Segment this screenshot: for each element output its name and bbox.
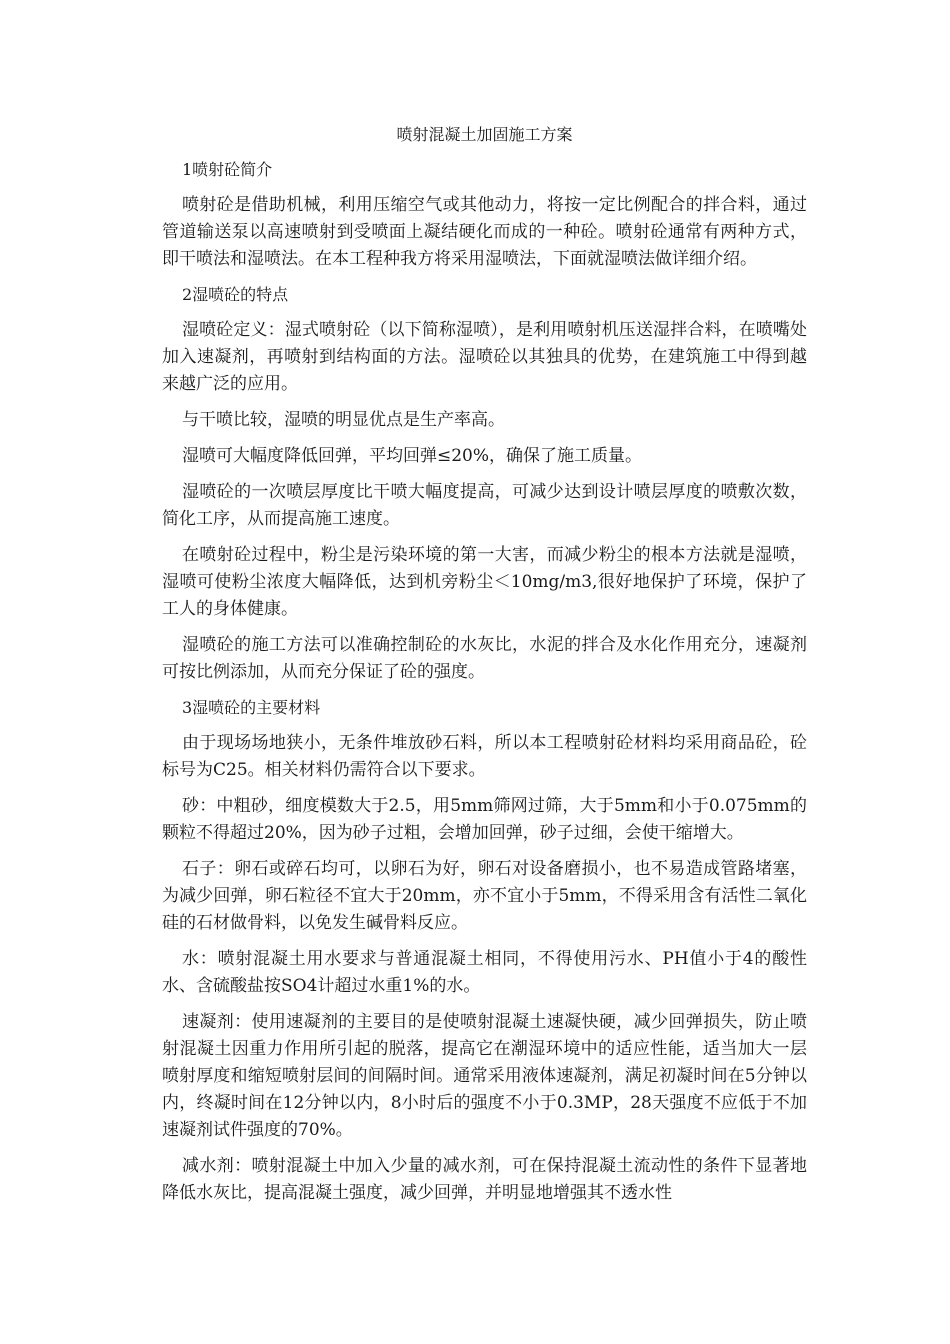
paragraph: 由于现场场地狭小，无条件堆放砂石料，所以本工程喷射砼材料均采用商品砼，砼标号为C25。相关材料仍需符合以下要求。 — [162, 733, 807, 780]
paragraph: 在喷射砼过程中，粉尘是污染环境的第一大害，而减少粉尘的根本方法就是湿喷，湿喷可使粉尘浓度大幅降低，达到机旁粉尘＜10mg/m3,很好地保护了环境，保护了工人的身体健康。 — [162, 545, 807, 619]
paragraph: 砂：中粗砂，细度模数大于2.5，用5mm筛网过筛，大于5mm和小于0.075mm的颗粒不得超过20%，因为砂子过粗，会增加回弹，砂子过细，会使干缩增大。 — [162, 796, 807, 843]
paragraph: 与干喷比较，湿喷的明显优点是生产率高。 — [182, 410, 505, 430]
paragraph: 喷射砼是借助机械，利用压缩空气或其他动力，将按一定比例配合的拌合料，通过管道输送泵以高速喷射到受喷面上凝结硬化而成的一种砼。喷射砼通常有两种方式，即干喷法和湿喷法。在本工程种我方将采用湿喷法，下面就湿喷法做详细介绍。 — [162, 195, 807, 269]
section-heading-3: 3湿喷砼的主要材料 — [182, 698, 321, 717]
section-heading-2: 2湿喷砼的特点 — [182, 285, 289, 304]
document-body — [162, 122, 807, 1216]
paragraph: 湿喷砼的施工方法可以准确控制砼的水灰比，水泥的拌合及水化作用充分，速凝剂可按比例添加，从而充分保证了砼的强度。 — [162, 635, 807, 682]
paragraph: 水：喷射混凝土用水要求与普通混凝土相同，不得使用污水、PH值小于4的酸性水、含硫酸盐按SO4计超过水重1%的水。 — [162, 949, 807, 996]
paragraph: 减水剂：喷射混凝土中加入少量的减水剂，可在保持混凝土流动性的条件下显著地降低水灰比，提高混凝土强度，减少回弹，并明显地增强其不透水性 — [162, 1156, 807, 1203]
section-heading-1: 1喷射砼简介 — [182, 160, 273, 179]
paragraph: 湿喷砼定义：湿式喷射砼（以下简称湿喷），是利用喷射机压送湿拌合料，在喷嘴处加入速凝剂，再喷射到结构面的方法。湿喷砼以其独具的优势，在建筑施工中得到越来越广泛的应用。 — [162, 320, 807, 394]
paragraph: 湿喷可大幅度降低回弹，平均回弹≤20%，确保了施工质量。 — [182, 446, 643, 466]
document-title: 喷射混凝土加固施工方案 — [396, 125, 573, 144]
paragraph: 石子：卵石或碎石均可，以卵石为好，卵石对设备磨损小，也不易造成管路堵塞，为减少回弹，卵石粒径不宜大于20mm，亦不宜小于5mm，不得采用含有活性二氧化硅的石材做骨料，以免发生碱骨料反应。 — [162, 859, 807, 933]
paragraph: 速凝剂：使用速凝剂的主要目的是使喷射混凝土速凝快硬，减少回弹损失，防止喷射混凝土因重力作用所引起的脱落，提高它在潮湿环境中的适应性能，适当加大一层喷射厚度和缩短喷射层间的间隔时间。通常采用液体速凝剂，满足初凝时间在5分钟以内，终凝时间在12分钟以内，8小时后的强度不小于0.3MP，28天强度不应低于不加速凝剂试件强度的70%。 — [162, 1012, 807, 1140]
paragraph: 湿喷砼的一次喷层厚度比干喷大幅度提高，可减少达到设计喷层厚度的喷敷次数，简化工序，从而提高施工速度。 — [162, 482, 807, 529]
